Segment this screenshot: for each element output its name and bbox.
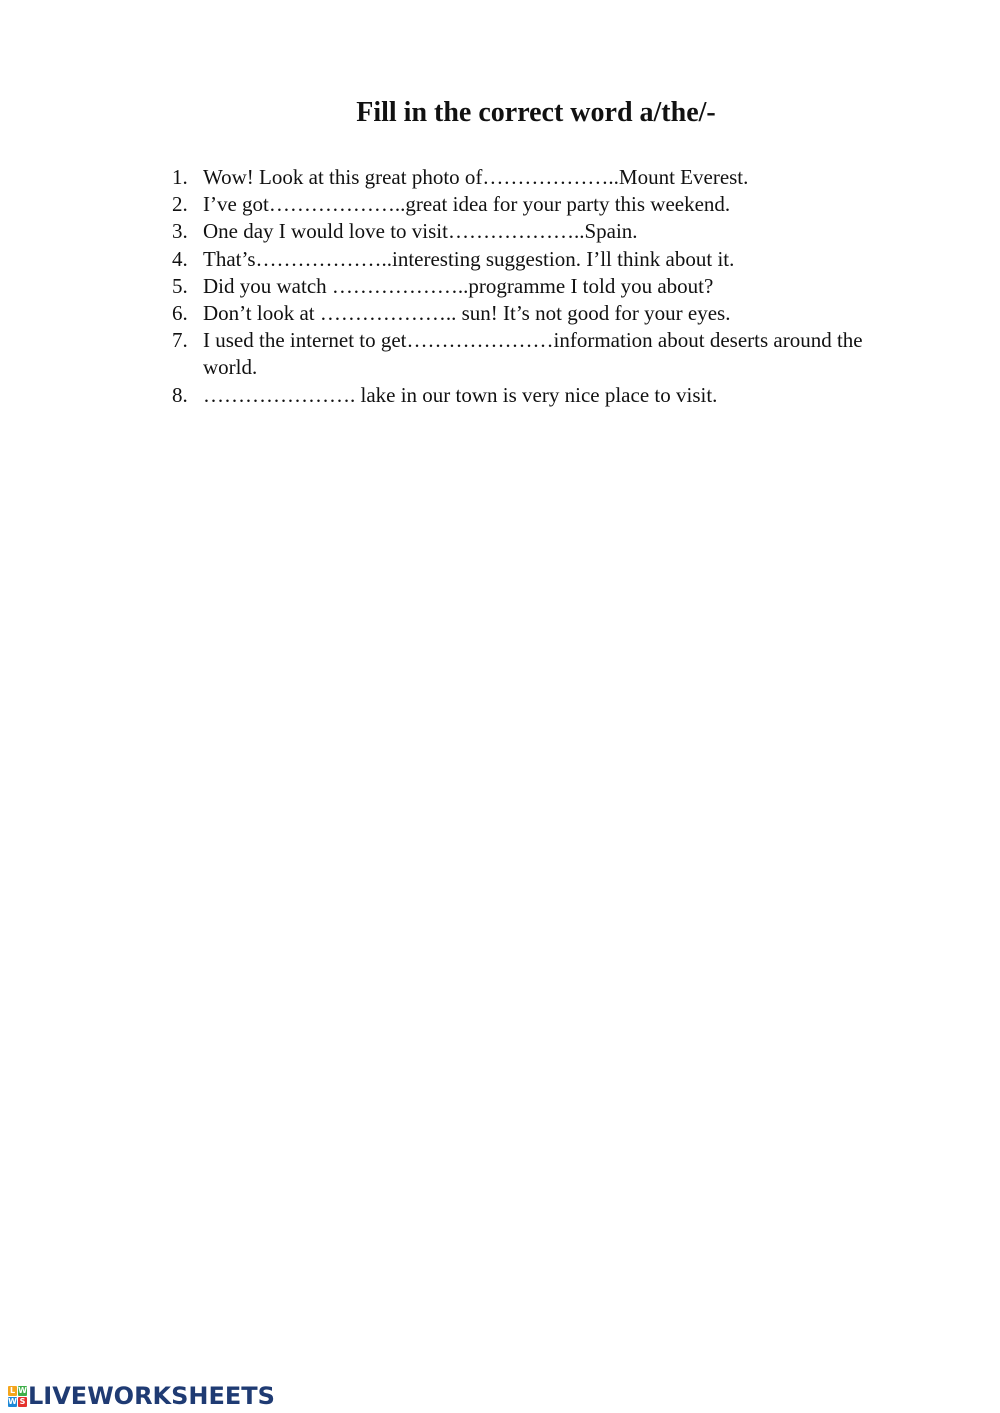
logo-tile: S xyxy=(19,1396,26,1406)
question-number: 3. xyxy=(172,219,188,244)
question-number: 7. xyxy=(172,328,188,353)
liveworksheets-brand: LIVEWORKSHEETS xyxy=(28,1382,275,1410)
question-number: 4. xyxy=(172,246,188,271)
question-item xyxy=(172,218,912,245)
question-number: 5. xyxy=(172,273,188,298)
liveworksheets-footer xyxy=(8,1382,275,1410)
question-item xyxy=(172,164,912,191)
question-text: …………………. lake in our town is very nice place to visit. xyxy=(203,382,718,407)
question-text: One day I would love to visit………………..Spain. xyxy=(203,219,638,244)
question-number: 6. xyxy=(172,301,188,326)
question-text: Don’t look at ……………….. sun! It’s not good for your eyes. xyxy=(203,301,731,326)
question-text: I’ve got………………..great idea for your party this weekend. xyxy=(203,192,731,217)
question-text: I used the internet to get…………………information about deserts around the world. xyxy=(203,328,863,380)
worksheet-title: Fill in the correct word a/the/- xyxy=(356,97,716,128)
question-item xyxy=(172,191,912,218)
question-item xyxy=(172,273,912,300)
question-item xyxy=(172,246,912,273)
question-text: That’s………………..interesting suggestion. I’ll think about it. xyxy=(203,246,735,271)
question-number: 8. xyxy=(172,382,188,407)
logo-tile: W xyxy=(8,1396,17,1406)
question-item xyxy=(172,382,912,409)
logo-tile: L xyxy=(9,1385,16,1395)
question-list xyxy=(172,164,912,409)
question-number: 1. xyxy=(172,165,188,189)
logo-tile: W xyxy=(18,1385,27,1395)
question-item xyxy=(172,327,912,381)
question-item xyxy=(172,300,912,327)
question-text: Wow! Look at this great photo of………………..Mount Everest. xyxy=(203,165,749,189)
question-text: Did you watch ………………..programme I told you about? xyxy=(203,273,714,298)
question-number: 2. xyxy=(172,192,188,217)
liveworksheets-logo-icon xyxy=(8,1386,27,1407)
